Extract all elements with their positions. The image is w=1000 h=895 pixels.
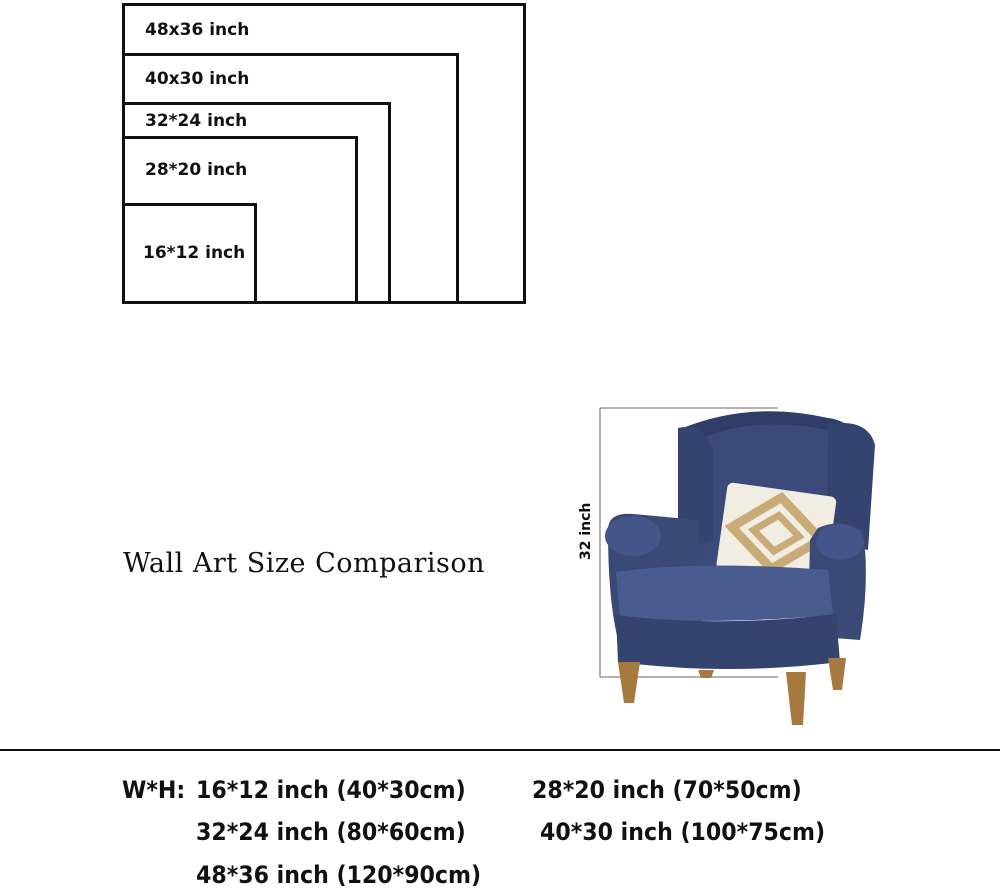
frame-label-16x12: 16*12 inch [143,243,246,263]
divider [0,749,1000,751]
armchair-illustration [578,400,878,730]
spec-16x12: 16*12 inch (40*30cm) [196,776,466,804]
spec-48x36: 48*36 inch (120*90cm) [196,861,482,889]
frame-label-48x36: 48x36 inch [145,20,250,40]
frame-label-32x24: 32*24 inch [145,111,248,131]
page-title: Wall Art Size Comparison [123,548,486,579]
frame-label-28x20: 28*20 inch [145,160,248,180]
chair-height-label: 32 inch [578,502,594,560]
spec-32x24: 32*24 inch (80*60cm) [196,818,466,846]
spec-40x30: 40*30 inch (100*75cm) [540,818,826,846]
frame-label-40x30: 40x30 inch [145,69,250,89]
spec-28x20: 28*20 inch (70*50cm) [532,776,802,804]
spec-prefix: W*H: [122,776,186,804]
